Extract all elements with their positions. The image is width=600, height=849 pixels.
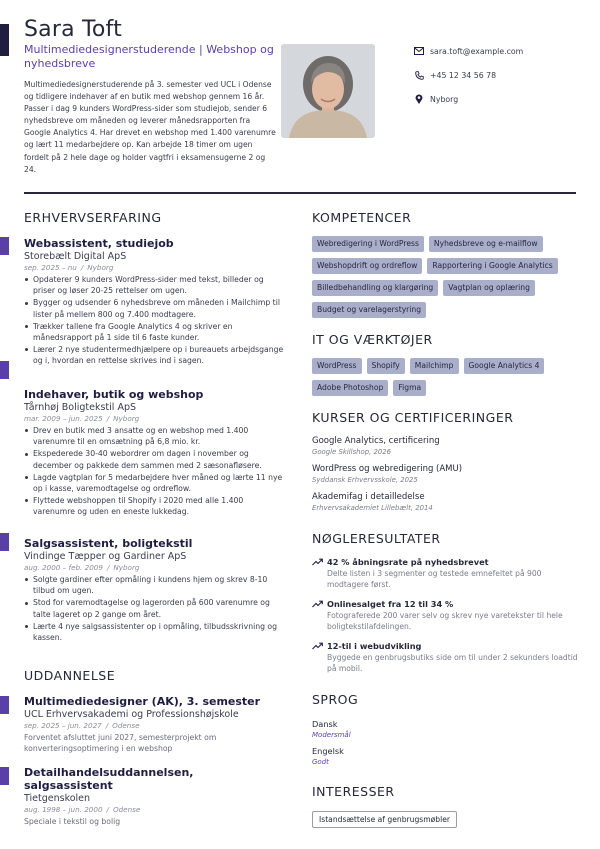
contact-email[interactable] (414, 45, 523, 57)
bullet-item: Ekspederede 30-40 webordrer om dagen i november og december og pakkede dem sammen med 2 sæsonafløsere. (24, 448, 284, 470)
languages-heading: SPROG (312, 692, 359, 707)
bullet-item: Drev en butik med 3 ansatte og en webshop med 1.400 varenumre til en omsætning på 6,8 mio. kr. (24, 425, 284, 447)
results-heading: NØGLERESULTATER (312, 531, 441, 546)
job-title: Indehaver, butik og webshop (24, 388, 204, 401)
job-bullets (24, 574, 284, 643)
phone-icon (414, 70, 424, 80)
section-marker (0, 533, 9, 551)
job-title: Webassistent, studiejob (24, 237, 174, 250)
job-dates: mar. 2009 – jun. 2025 (24, 414, 103, 423)
skill-tag: Rapportering i Google Analytics (427, 258, 557, 274)
job-entry (24, 388, 284, 519)
education-heading: UDDANNELSE (24, 668, 116, 683)
skill-tag: Webshopdrift og ordreflow (312, 258, 422, 274)
course-org: Google Skillshop, 2026 (312, 448, 392, 456)
result-title: 12-til i webudvikling (327, 641, 422, 651)
job-dates: aug. 2000 – feb. 2009 (24, 563, 103, 572)
tools-tags (312, 358, 582, 402)
job-bullets (24, 274, 284, 367)
trend-up-icon (312, 641, 323, 651)
course-name: WordPress og webredigering (AMU) (312, 464, 463, 474)
education-entry (24, 695, 284, 754)
education-school: UCL Erhvervsakademi og Professionshøjskole (24, 709, 239, 720)
meta-separator: / (106, 414, 110, 423)
tool-tag: WordPress (312, 358, 362, 374)
language-name: Engelsk (312, 746, 344, 756)
course-item (312, 492, 572, 513)
meta-separator: / (80, 263, 84, 272)
job-company: Storebælt Digital ApS (24, 251, 127, 262)
job-company: Vindinge Tæpper og Gardiner ApS (24, 551, 187, 562)
contact-phone[interactable] (414, 69, 523, 81)
job-meta (24, 263, 284, 273)
language-level: Modersmål (312, 731, 351, 739)
trend-up-icon (312, 557, 323, 567)
skill-tag: Nyhedsbreve og e-mailflow (429, 236, 543, 252)
bullet-item: Opdaterer 9 kunders WordPress-sider med tekst, billeder og priser og løser 20-25 rettelser om ugen. (24, 274, 284, 296)
section-marker (0, 361, 9, 379)
tool-tag: Mailchimp (410, 358, 459, 374)
skills-heading: KOMPETENCER (312, 210, 412, 225)
job-meta (24, 414, 284, 424)
job-location: Nyborg (87, 263, 114, 272)
skill-tag: Budget og varelagerstyring (312, 302, 426, 318)
courses-heading: KURSER OG CERTIFICERINGER (312, 410, 514, 425)
job-location: Nyborg (113, 414, 140, 423)
education-dates: sep. 2025 – jun. 2027 (24, 721, 102, 730)
person-name: Sara Toft (24, 17, 122, 42)
education-dates: aug. 1998 – jun. 2000 (24, 805, 103, 814)
job-bullets (24, 425, 284, 518)
result-item (312, 599, 582, 632)
result-description: Byggede en genbrugsbutiks side om til under 2 sekunders loadtid på mobil. (327, 653, 578, 673)
header-accent-bar (0, 24, 9, 56)
education-entry (24, 766, 284, 827)
result-title: 42 % åbningsrate på nyhedsbrevet (327, 557, 489, 567)
profile-summary: Multimediedesignerstuderende på 3. semester ved UCL i Odense og tidligere indehaver af en butik med webshop gennem 16 år. Passer i dag 9 kunders WordPress-sider som studiejob, sender 6 nyhedsbreve om måneden og leverer månedsrapporten fra Google Analytics 4. Har drevet en webshop med 1.400 varenumre og lært 11 medarbejdere op. Kan arbejde 18 timer om ugen fordelt på 2 hele dage og holder vagtfri i eksamensugerne 2 og 24. (24, 80, 276, 174)
course-item (312, 436, 572, 457)
language-item (312, 746, 344, 767)
result-item (312, 641, 582, 674)
language-level: Godt (312, 758, 329, 766)
profile-photo (281, 44, 375, 138)
job-entry (24, 537, 284, 644)
tool-tag: Shopify (367, 358, 405, 374)
bullet-item: Bygger og udsender 6 nyhedsbreve om måneden i Mailchimp til lister på mellem 800 og 7.400 modtagere. (24, 297, 284, 319)
education-title: Detailhandelsuddannelsen, salgsassistent (24, 766, 194, 792)
bullet-item: Stod for varemodtagelse og lagerorden på 600 varenumre og talte lageret op 2 gange om året. (24, 597, 284, 619)
interests-heading: INTERESSER (312, 784, 395, 799)
portrait-image (281, 44, 375, 138)
tool-tag: Google Analytics 4 (464, 358, 545, 374)
bullet-item: Solgte gardiner efter opmåling i kundens hjem og skrev 8-10 tilbud om ugen. (24, 574, 284, 596)
course-name: Akademifag i detailledelse (312, 492, 425, 502)
education-location: Odense (112, 721, 140, 730)
location-text: Nyborg (430, 94, 459, 104)
skill-tag: Vagtplan og oplæring (443, 280, 535, 296)
skill-tag: Billedbehandling og klargøring (312, 280, 438, 296)
bullet-item: Flyttede webshoppen til Shopify i 2020 med alle 1.400 varenumre og uden en eneste lukkedag. (24, 495, 284, 517)
education-location: Odense (112, 805, 141, 814)
job-subtitle: Multimediedesignerstuderende | Webshop og nyhedsbreve (24, 43, 274, 70)
job-meta (24, 563, 284, 573)
skill-tag: Webredigering i WordPress (312, 236, 424, 252)
bullet-item: Lagde vagtplan for 5 medarbejdere hver måned og lærte 11 nye op i kasse, varemodtagelse og ordreflow. (24, 472, 284, 494)
result-description: Delte listen i 3 segmenter og testede emnefeltet på 900 modtagere først. (327, 569, 542, 589)
education-description: Speciale i tekstil og bolig (24, 817, 121, 826)
section-marker (0, 696, 9, 714)
meta-separator: / (106, 563, 110, 572)
interest-tag: Istandsættelse af genbrugsmøbler (312, 811, 457, 828)
meta-separator: / (106, 805, 109, 814)
education-description: Forventet afsluttet juni 2027, semesterprojekt om konverteringsoptimering i en webshop (24, 733, 217, 753)
job-company: Tårnhøj Boligtekstil ApS (24, 402, 137, 413)
result-title: Onlinesalget fra 12 til 34 % (327, 599, 454, 609)
job-location: Nyborg (113, 563, 140, 572)
result-description: Fotograferede 200 varer selv og skrev nye varetekster til hele boligtekstilafdelingen. (327, 611, 563, 631)
education-meta (24, 721, 284, 731)
job-dates: sep. 2025 – nu (24, 263, 77, 272)
language-name: Dansk (312, 719, 338, 729)
course-org: Erhvervsakademiet Lillebælt, 2014 (312, 504, 433, 512)
bullet-item: Trækker tallene fra Google Analytics 4 og skriver en månedsrapport på 1 side til 6 faste kunder. (24, 321, 284, 343)
course-item (312, 464, 572, 485)
phone-text: +45 12 34 56 78 (430, 70, 497, 80)
course-name: Google Analytics, certificering (312, 436, 440, 446)
education-title: Multimediedesigner (AK), 3. semester (24, 695, 261, 708)
language-item (312, 719, 351, 740)
section-marker (0, 767, 9, 785)
experience-heading: ERHVERVSERFARING (24, 210, 162, 225)
header-divider (24, 192, 576, 194)
tool-tag: Adobe Photoshop (312, 380, 388, 396)
job-entry (24, 237, 284, 368)
education-school: Tietgenskolen (24, 793, 91, 804)
email-text: sara.toft@example.com (430, 46, 524, 56)
tool-tag: Figma (393, 380, 426, 396)
course-org: Syddansk Erhvervsskole, 2025 (312, 476, 418, 484)
education-meta (24, 805, 284, 815)
bullet-item: Lærte 4 nye salgsassistenter op i opmåling, tilbudsskrivning og kassen. (24, 621, 284, 643)
contact-location (414, 93, 523, 105)
trend-up-icon (312, 599, 323, 609)
location-icon (414, 94, 424, 104)
job-title: Salgsassistent, boligtekstil (24, 537, 193, 550)
contact-info (414, 45, 523, 117)
result-item (312, 557, 582, 590)
skills-tags (312, 236, 582, 324)
section-marker (0, 237, 9, 255)
meta-separator: / (105, 721, 109, 730)
mail-icon (414, 46, 424, 56)
bullet-item: Lærer 2 nye studentermedhjælpere op i bureauets arbejdsgange og i, hvordan en rettelse skrives ind i sagen. (24, 344, 284, 366)
tools-heading: IT OG VÆRKTØJER (312, 332, 433, 347)
